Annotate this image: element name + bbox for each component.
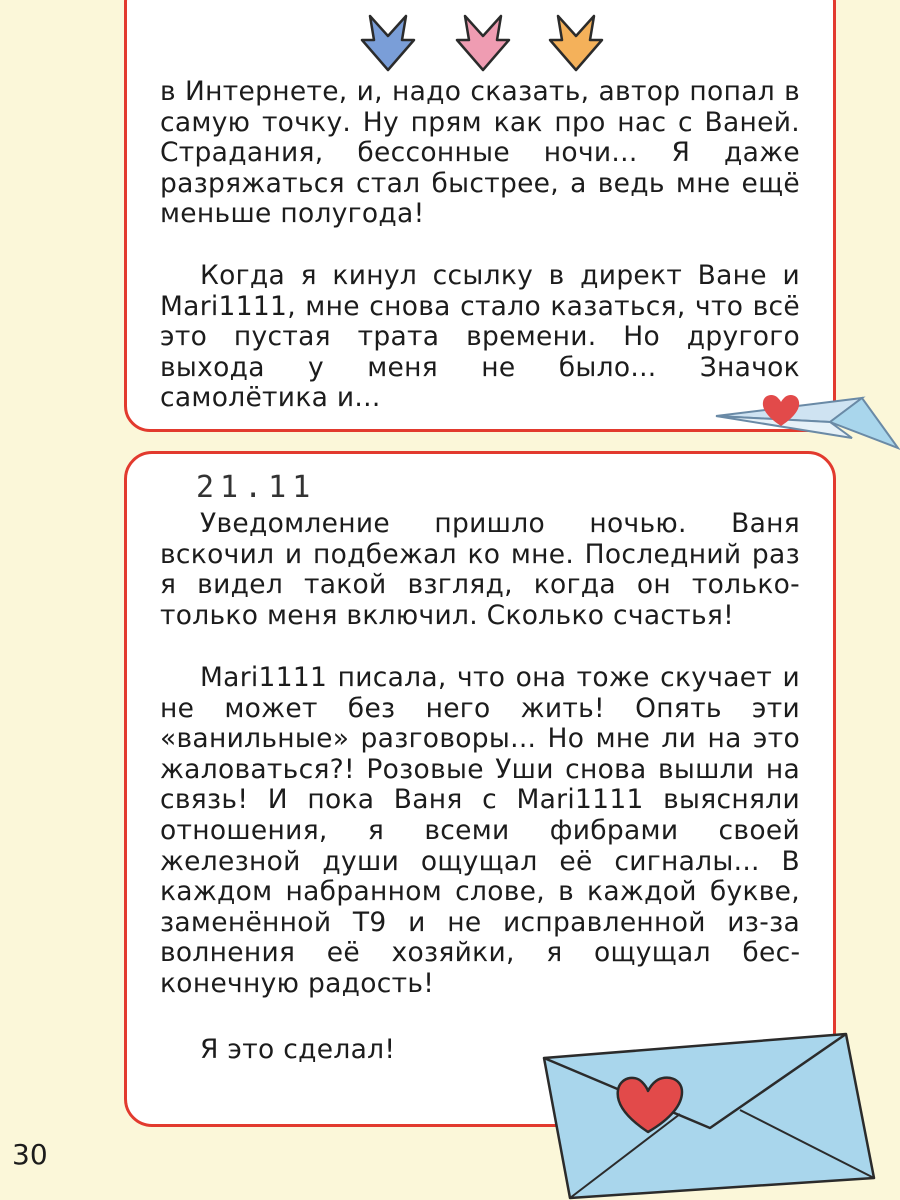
paper-plane-icon (712, 382, 900, 452)
bottom-paragraph-1: Уведомление пришло ночью. Ваня вскочил и подбежал ко мне. Последний раз я видел такой взгляд, когда он только-только меня включил. Сколько счастья! (160, 508, 800, 631)
envelope-icon (540, 1030, 880, 1200)
diary-date: 21.11 (196, 470, 317, 505)
down-arrow-icon (548, 14, 604, 72)
top-paragraph-2: Когда я кинул ссылку в директ Ване и Mari1111, мне снова стало казаться, что всё это пустая трата времени. Но другого выхода у меня не было... Значок самолётика и... (160, 260, 800, 414)
down-arrow-icon (360, 14, 416, 72)
heart-icon (760, 392, 802, 428)
bottom-paragraph-2: Mari1111 писала, что она тоже скучает и не может без него жить! Опять эти «ванильные» разговоры... Но мне ли на это жаловаться?! Розовые Уши снова вышли на связь! И пока Ваня с Mari1111 выясняли отношения, я всеми фибрами своей железной души ощущал её сигналы... В каждом набранном слове, в каждой букве, заменённой Т9 и не исправленной из-за волнения её хозяйки, я ощущал бесконечную радость! (160, 662, 800, 999)
top-paragraph-1: в Интернете, и, надо сказать, автор попал в самую точку. Ну прям как про нас с Ваней. Страдания, бессонные ночи... Я даже разряжаться стал быстрее, а ведь мне ещё меньше полугода! (160, 76, 800, 230)
heart-icon (614, 1072, 686, 1136)
bottom-paragraph-3: Я это сделал! (200, 1034, 396, 1065)
page-number: 30 (12, 1138, 48, 1171)
down-arrow-icon (455, 14, 511, 72)
